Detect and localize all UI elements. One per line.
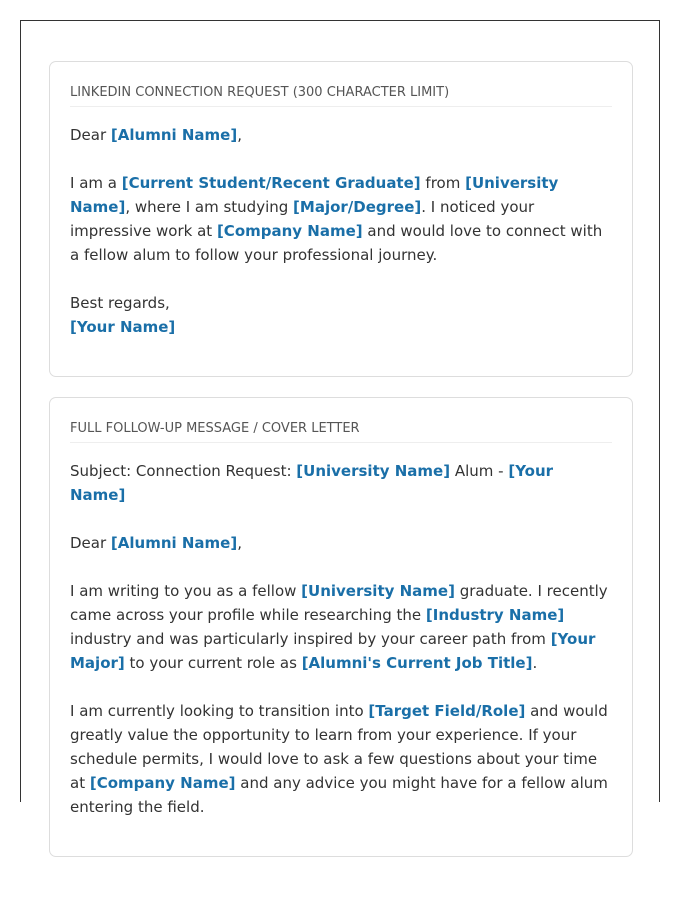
body-text: and would love to connect with a fellow alum to follow your professional journey. [70,222,603,264]
linkedin-request-card [49,61,633,377]
body-text: . I noticed your impressive work at [70,198,535,240]
placeholder-your-major: [Your Major] [70,630,596,672]
body-text: graduate. I recently came across your profile while researching the [70,582,608,624]
followup-subject [70,459,612,507]
followup-card-header: FULL FOLLOW-UP MESSAGE / COVER LETTER [70,418,612,443]
linkedin-greeting [70,123,612,147]
followup-message-card [49,397,633,857]
subject-text: Subject: Connection Request: [70,462,297,480]
followup-paragraph-1 [70,579,612,675]
body-text: to your current role as [124,654,302,672]
followup-greeting [70,531,612,555]
greeting-text: Dear [70,534,111,552]
signoff-text: Best regards, [70,294,170,312]
body-text: industry and was particularly inspired by your career path from [70,630,551,648]
document-frame [20,20,660,816]
placeholder-university-name: [University Name] [301,582,455,600]
placeholder-your-name: [Your Name] [70,318,176,336]
body-text: from [420,174,466,192]
linkedin-card-header: LINKEDIN CONNECTION REQUEST (300 CHARACTER LIMIT) [70,82,612,107]
placeholder-company-name: [Company Name] [89,774,236,792]
placeholder-student-status: [Current Student/Recent Graduate] [121,174,421,192]
linkedin-body [70,171,612,267]
body-text: I am writing to you as a fellow [70,582,302,600]
placeholder-alumni-name: [Alumni Name] [110,534,238,552]
placeholder-university-name: [University Name] [296,462,451,480]
placeholder-major-degree: [Major/Degree] [293,198,422,216]
placeholder-industry-name: [Industry Name] [425,606,565,624]
linkedin-signoff [70,291,612,339]
greeting-comma: , [237,126,242,144]
body-text: I am currently looking to transition into [70,702,369,720]
body-text: and any advice you might have for a fellow alum entering the field. [70,774,608,816]
body-text: , where I am studying [125,198,294,216]
subject-text: Alum - [450,462,509,480]
followup-paragraph-2 [70,699,612,819]
body-text: . [532,654,538,672]
greeting-comma: , [237,534,242,552]
placeholder-company-name: [Company Name] [216,222,363,240]
placeholder-alumni-name: [Alumni Name] [110,126,238,144]
placeholder-target-field-role: [Target Field/Role] [368,702,526,720]
greeting-text: Dear [70,126,111,144]
body-text: I am a [70,174,122,192]
placeholder-university-name: [University Name] [70,174,559,216]
placeholder-alumni-job-title: [Alumni's Current Job Title] [301,654,533,672]
body-text: and would greatly value the opportunity to learn from your experience. If your schedule permits, I would love to ask a few questions about your time at [70,702,608,792]
placeholder-your-name: [Your Name] [70,462,554,504]
